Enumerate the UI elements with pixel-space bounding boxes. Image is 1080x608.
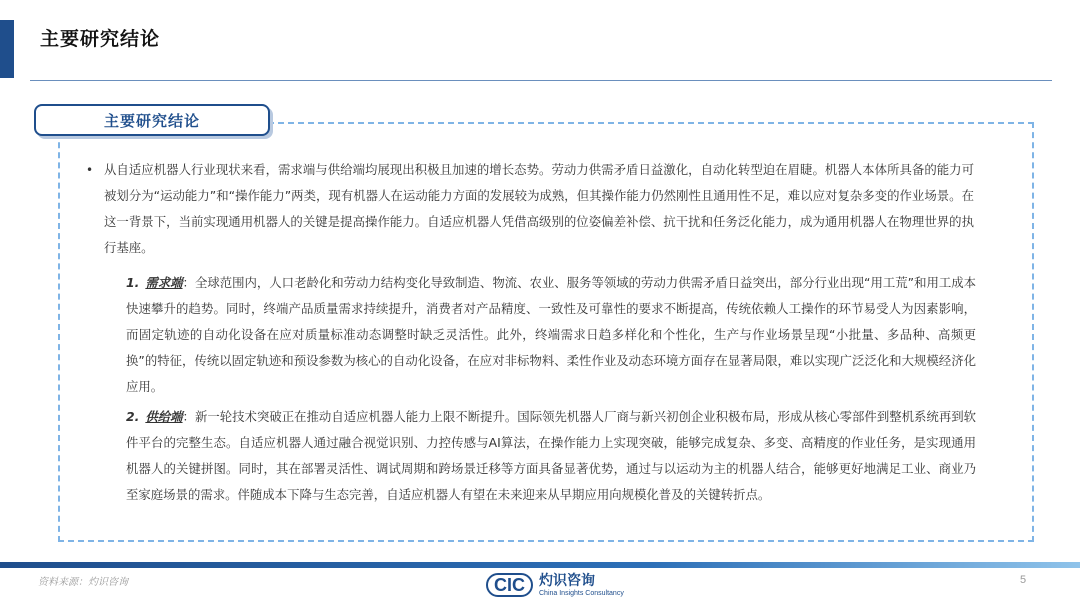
list-item-demand <box>126 270 976 400</box>
item-number: 2. <box>126 409 140 424</box>
list-item-supply <box>126 404 976 508</box>
page-title: 主要研究结论 <box>40 28 161 50</box>
section-tab-label: 主要研究结论 <box>103 111 200 130</box>
item-keyword: 需求端 <box>145 275 183 290</box>
company-logo <box>486 570 624 600</box>
item-text: 全球范围内，人口老龄化和劳动力结构变化导致制造、物流、农业、服务等领域的劳动力供需矛盾日益突出，部分行业出现“用工荒”和用工成本快速攀升的趋势。同时，终端产品质量需求持续提升，消费者对产品精度、一致性及可靠性的要求不断提高，传统依赖人工操作的环节易受人为因素影响，而固定轨迹的自动化设备在应对质量标准动态调整时缺乏灵活性。此外，终端需求日趋多样化和个性化，生产与作业场景呈现“小批量、多品种、高频更换”的特征，传统以固定轨迹和预设参数为核心的自动化设备，在应对非标物料、柔性作业及动态环境方面存在显著局限，难以实现广泛泛化和大规模经济化应用。 <box>126 275 977 394</box>
page-number: 5 <box>1020 574 1027 586</box>
footer-band <box>0 562 1080 568</box>
logo-cn-name: 灼识咨询 <box>539 572 595 589</box>
cic-logo-icon: CIC <box>486 573 533 597</box>
bullet-marker: • <box>86 163 94 177</box>
header-divider <box>30 80 1052 81</box>
item-keyword: 供给端 <box>145 409 183 424</box>
logo-text <box>539 573 624 598</box>
intro-paragraph: 从自适应机器人行业现状来看，需求端与供给端均展现出积极且加速的增长态势。劳动力供需矛盾日益激化，自动化转型迫在眉睫。机器人本体所具备的能力可被划分为“运动能力”和“操作能力”两类，现有机器人在运动能力方面的发展较为成熟，但其操作能力仍然刚性且通用性不足，难以应对复杂多变的作业场景。在这一背景下，当前实现通用机器人的关键是提高操作能力。自适应机器人凭借高级别的位姿偏差补偿、抗干扰和任务泛化能力，成为通用机器人在物理世界的执行基座。 <box>104 162 974 255</box>
item-text: 新一轮技术突破正在推动自适应机器人能力上限不断提升。国际领先机器人厂商与新兴初创企业积极布局，形成从核心零部件到整机系统再到软件平台的完整生态。自适应机器人通过融合视觉识别、力控传感与AI算法，在操作能力上实现突破，能够完成复杂、多变、高精度的作业任务，是实现通用机器人的关键拼图。同时，其在部署灵活性、调试周期和跨场景迁移等方面具备显著优势，通过与以运动为主的机器人结合，能够更好地满足工业、商业乃至家庭场景的需求。伴随成本下降与生态完善，自适应机器人有望在未来迎来从早期应用向规模化普及的关键转折点。 <box>126 409 977 502</box>
item-separator: ： <box>182 409 195 424</box>
section-tab <box>34 104 270 136</box>
item-separator: ： <box>182 275 195 290</box>
source-note: 资料来源：灼识咨询 <box>38 577 128 588</box>
item-number: 1. <box>126 275 140 290</box>
title-accent-bar <box>0 20 14 78</box>
logo-en-name: China Insights Consultancy <box>539 589 624 597</box>
